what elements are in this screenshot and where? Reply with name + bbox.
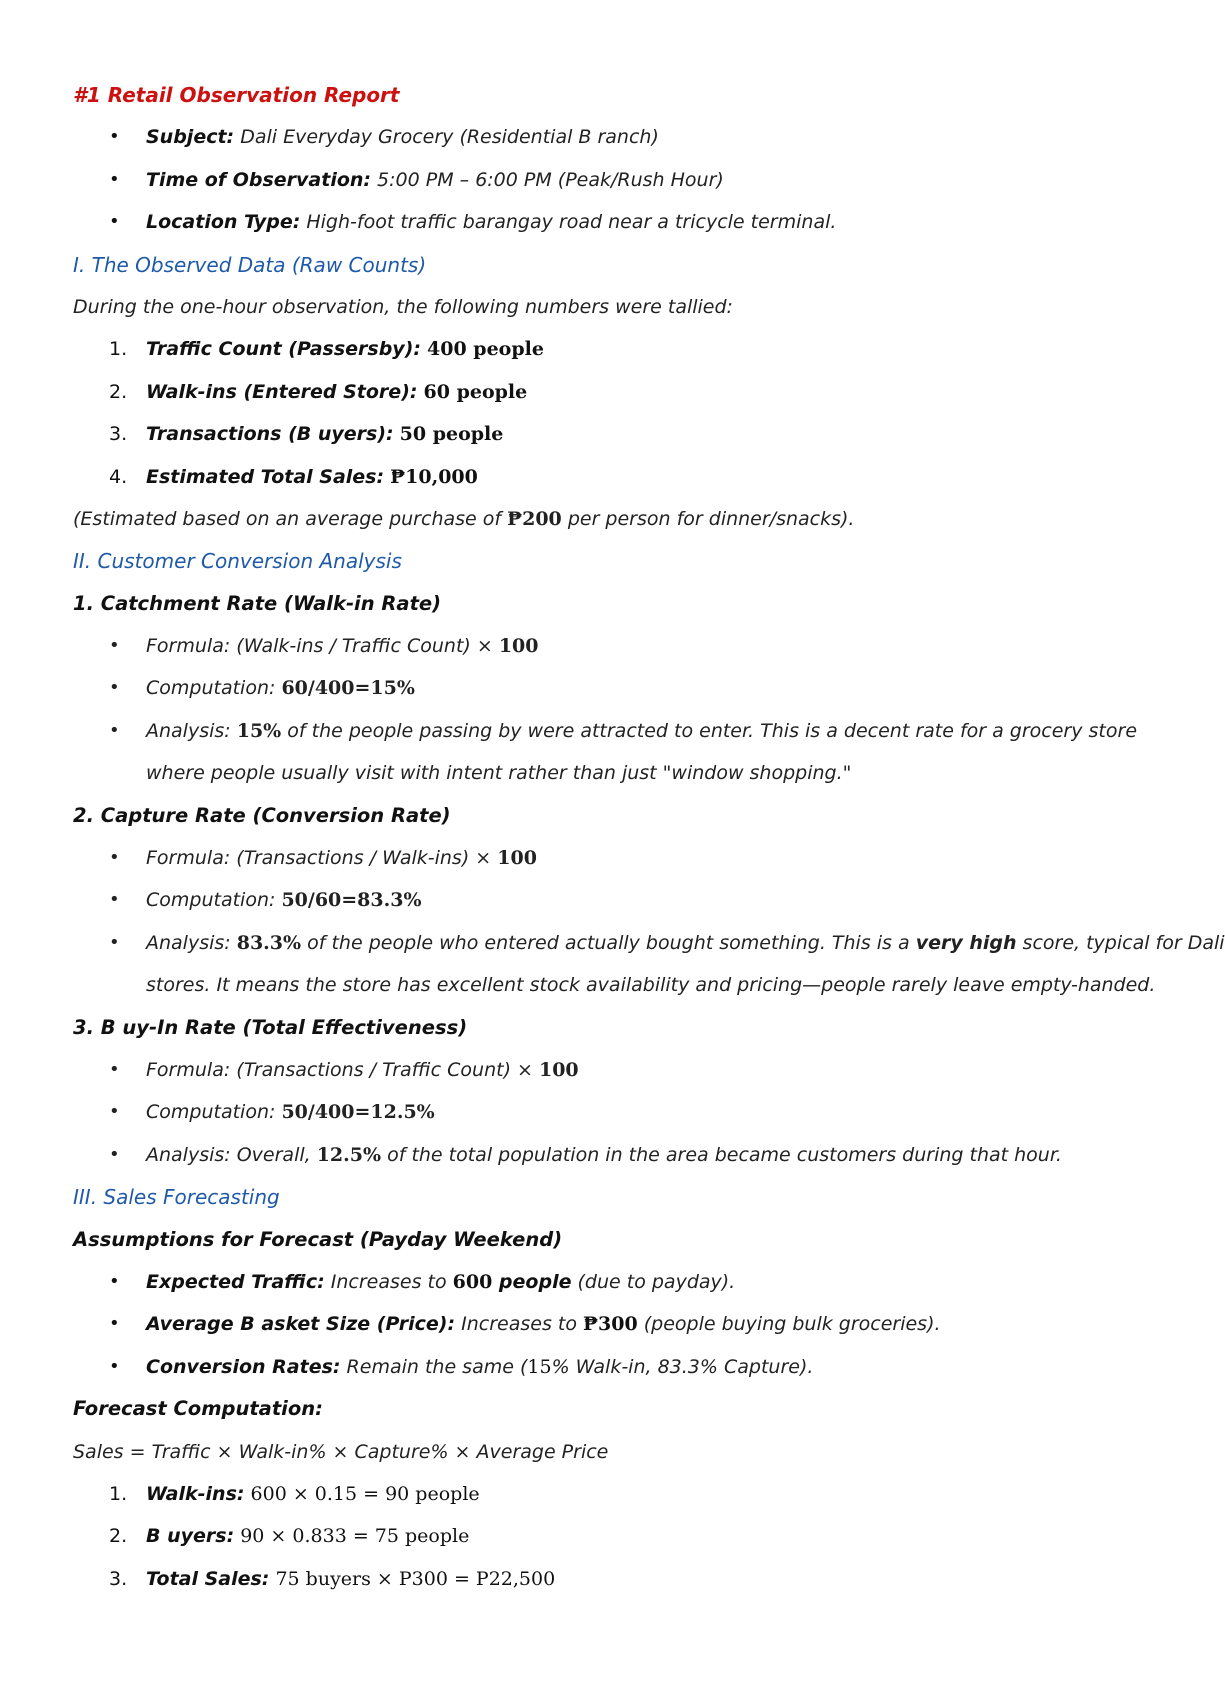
- formula-text: Formula: (Transactions / Walk-ins) ×: [146, 847, 498, 870]
- meta-value: High-foot traffic barangay road near a tricycle terminal.: [300, 211, 837, 234]
- catchment-analysis-cont: where people usually visit with intent rather than just "window shopping.": [146, 762, 852, 785]
- section3-heading: III. Sales Forecasting: [73, 1185, 280, 1210]
- assumption-text: Increases to: [324, 1270, 453, 1293]
- computation-value: 50/60=83.3%: [281, 889, 422, 912]
- formula-number: 100: [538, 1058, 579, 1081]
- section1-note: [73, 498, 1143, 540]
- step-value: 600 × 0.15 = 90 people: [244, 1482, 480, 1505]
- assumption-text: % Walk-in, 83.3% Capture).: [551, 1355, 814, 1378]
- assumption-number: 15: [527, 1355, 552, 1378]
- computation-label: Computation:: [146, 677, 282, 700]
- analysis-label: Analysis:: [146, 931, 237, 954]
- assumption-text: (due to payday).: [571, 1270, 736, 1293]
- capture-computation: [73, 879, 1143, 921]
- item-value: 50 people: [399, 423, 504, 446]
- formula-number: 100: [498, 635, 539, 658]
- capture-analysis: [73, 922, 1225, 964]
- item-key: Walk-ins (Entered Store):: [146, 380, 418, 403]
- item-number: 3.: [109, 423, 128, 446]
- observed-item: [73, 413, 1143, 455]
- meta-value: Dali Everyday Grocery (Residential B ranch): [234, 126, 659, 149]
- formula-text: Formula: (Walk-ins / Traffic Count) ×: [146, 635, 499, 658]
- analysis-text: of the total population in the area became customers during that hour.: [381, 1143, 1062, 1166]
- capture-formula: [73, 837, 1143, 879]
- step-key: B uyers:: [146, 1525, 235, 1548]
- analysis-label: Analysis:: [146, 719, 237, 742]
- observed-item: [73, 328, 1143, 370]
- observed-item: [73, 371, 1143, 413]
- item-key: Traffic Count (Passersby):: [146, 338, 421, 361]
- meta-key: Time of Observation:: [146, 168, 372, 191]
- forecast-step: [73, 1515, 1143, 1557]
- analysis-text: of the people passing by were attracted to enter. This is a decent rate for a grocery store: [281, 719, 1138, 742]
- step-number: 1.: [109, 1482, 128, 1505]
- formula-number: 100: [497, 847, 537, 870]
- assumption-key: Average B asket Size (Price):: [146, 1313, 456, 1336]
- analysis-label: Analysis: Overall,: [146, 1143, 317, 1166]
- assumption-emphasis: people: [492, 1270, 572, 1293]
- item-key: Estimated Total Sales:: [146, 465, 385, 488]
- assumption-key: Conversion Rates:: [146, 1355, 341, 1378]
- computation-label: Computation:: [146, 1101, 282, 1124]
- catchment-formula: [73, 625, 1143, 667]
- analysis-text: of the people who entered actually bought something. This is a: [301, 931, 916, 954]
- step-key: Total Sales:: [146, 1567, 270, 1590]
- forecast-step: [73, 1558, 1143, 1600]
- step-number: 2.: [109, 1525, 128, 1548]
- item-value: ₱10,000: [390, 465, 478, 488]
- forecast-computation-title: Forecast Computation:: [73, 1397, 323, 1421]
- step-value: 90 × 0.833 = 75 people: [234, 1525, 470, 1548]
- assumption-key: Expected Traffic:: [146, 1270, 325, 1293]
- item-number: 2.: [109, 380, 128, 403]
- assumption-text: (people buying bulk groceries).: [637, 1313, 941, 1336]
- meta-key: Subject:: [146, 126, 235, 149]
- meta-location: [73, 201, 1143, 243]
- item-value: 60 people: [423, 380, 528, 403]
- item-key: Transactions (B uyers):: [146, 423, 394, 446]
- item-number: 4.: [109, 465, 128, 488]
- meta-value: 5:00 PM – 6:00 PM (Peak/Rush Hour): [371, 168, 724, 191]
- meta-time: [73, 159, 1143, 201]
- assumption-number: ₱300: [583, 1313, 638, 1336]
- analysis-value: 83.3%: [236, 931, 302, 954]
- forecast-formula: Sales = Traffic × Walk-in% × Capture% × Average Price: [73, 1440, 609, 1463]
- computation-value: 50/400=12.5%: [281, 1101, 435, 1124]
- buyin-analysis: [73, 1134, 1143, 1176]
- analysis-emphasis: very high: [915, 931, 1017, 954]
- section2-heading: II. Customer Conversion Analysis: [73, 549, 402, 574]
- item-value: 400 people: [427, 338, 544, 361]
- step-number: 3.: [109, 1567, 128, 1590]
- meta-subject: [73, 116, 1143, 158]
- catchment-analysis: [73, 710, 1143, 752]
- item-number: 1.: [109, 338, 128, 361]
- catchment-title: 1. Catchment Rate (Walk-in Rate): [73, 591, 442, 615]
- capture-title: 2. Capture Rate (Conversion Rate): [73, 803, 451, 827]
- report-title: #1 Retail Observation Report: [73, 83, 400, 107]
- step-value: 75 buyers × P300 = P22,500: [269, 1567, 556, 1590]
- assumption-text: Remain the same (: [340, 1355, 528, 1378]
- assumption-text: Increases to: [455, 1313, 584, 1336]
- buyin-formula: [73, 1049, 1143, 1091]
- note-text: (Estimated based on an average purchase of: [73, 507, 508, 530]
- analysis-text: score, typical for Dali: [1016, 931, 1225, 954]
- assumption-item: [73, 1261, 1143, 1303]
- catchment-computation: [73, 667, 1143, 709]
- forecast-step: [73, 1473, 1143, 1515]
- assumptions-title: Assumptions for Forecast (Payday Weekend): [73, 1227, 563, 1251]
- note-text: per person for dinner/snacks).: [561, 507, 855, 530]
- assumption-number: 600: [452, 1270, 493, 1293]
- assumption-item: [73, 1303, 1143, 1345]
- computation-label: Computation:: [146, 889, 282, 912]
- buyin-computation: [73, 1091, 1143, 1133]
- assumption-item: [73, 1346, 1143, 1388]
- section1-intro: During the one-hour observation, the following numbers were tallied:: [73, 295, 733, 318]
- document-page: [73, 74, 1225, 1600]
- note-amount: ₱200: [507, 507, 562, 530]
- formula-text: Formula: (Transactions / Traffic Count) ×: [146, 1058, 539, 1081]
- analysis-value: 12.5%: [316, 1143, 382, 1166]
- buyin-title: 3. B uy-In Rate (Total Effectiveness): [73, 1015, 468, 1039]
- step-key: Walk-ins:: [146, 1482, 245, 1505]
- meta-key: Location Type:: [146, 211, 301, 234]
- observed-item: [73, 456, 1143, 498]
- section1-heading: I. The Observed Data (Raw Counts): [73, 252, 427, 277]
- capture-analysis-cont: stores. It means the store has excellent stock availability and pricing—people rarely leave empty-handed.: [146, 974, 1156, 997]
- analysis-value: 15%: [236, 719, 282, 742]
- computation-value: 60/400=15%: [281, 677, 415, 700]
